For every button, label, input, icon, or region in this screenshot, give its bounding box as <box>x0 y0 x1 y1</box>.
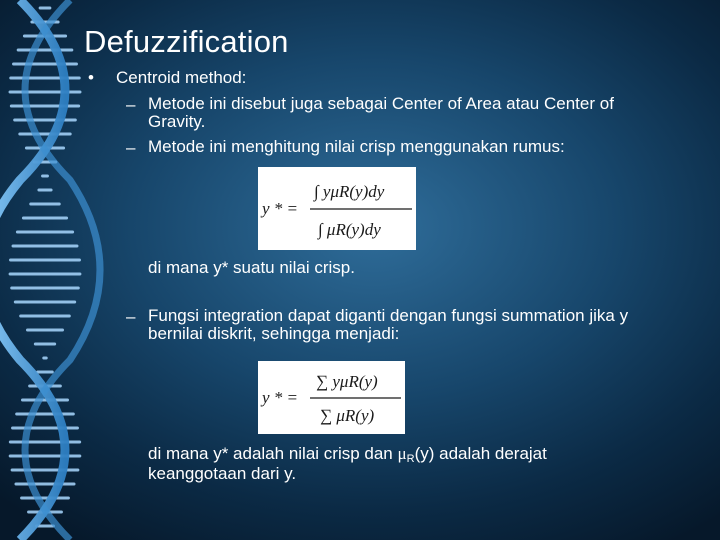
bullet-centroid-method: Centroid method: <box>116 68 247 87</box>
formula-numerator: ∫ yμR(y)dy <box>314 182 385 201</box>
slide-title: Defuzzification <box>84 24 289 59</box>
centroid-formula-summation <box>258 361 405 434</box>
note-text-end: (y) adalah derajat <box>414 444 547 463</box>
note-membership-degree-line-2: keanggotaan dari y. <box>148 464 297 483</box>
dash-marker: – <box>126 95 136 114</box>
dash-marker: – <box>126 307 136 326</box>
formula-denominator: ∑ μR(y) <box>320 406 375 425</box>
sub-item-1-line-2: Gravity. <box>148 112 206 131</box>
sub-item-3-line-1: Fungsi integration dapat diganti dengan fungsi summation jika y <box>148 306 629 325</box>
centroid-formula-integral <box>258 167 416 250</box>
formula-lhs: y * = <box>262 388 299 407</box>
note-text-start: di mana y* adalah nilai crisp dan <box>148 444 398 463</box>
formula-lhs: y * = <box>262 199 299 218</box>
note-crisp-value: di mana y* suatu nilai crisp. <box>148 258 355 277</box>
bullet-marker: • <box>88 68 94 87</box>
formula-denominator: ∫ μR(y)dy <box>318 220 381 239</box>
mu-subscript: R <box>406 453 415 465</box>
dash-marker: – <box>126 138 136 157</box>
sub-item-2: Metode ini menghitung nilai crisp menggunakan rumus: <box>148 137 565 156</box>
formula-numerator: ∑ yμR(y) <box>316 372 378 391</box>
mu-symbol: μ <box>397 444 407 463</box>
sub-item-3-line-2: bernilai diskrit, sehingga menjadi: <box>148 324 400 343</box>
sub-item-1-line-1: Metode ini disebut juga sebagai Center of Area atau Center of <box>148 94 614 113</box>
